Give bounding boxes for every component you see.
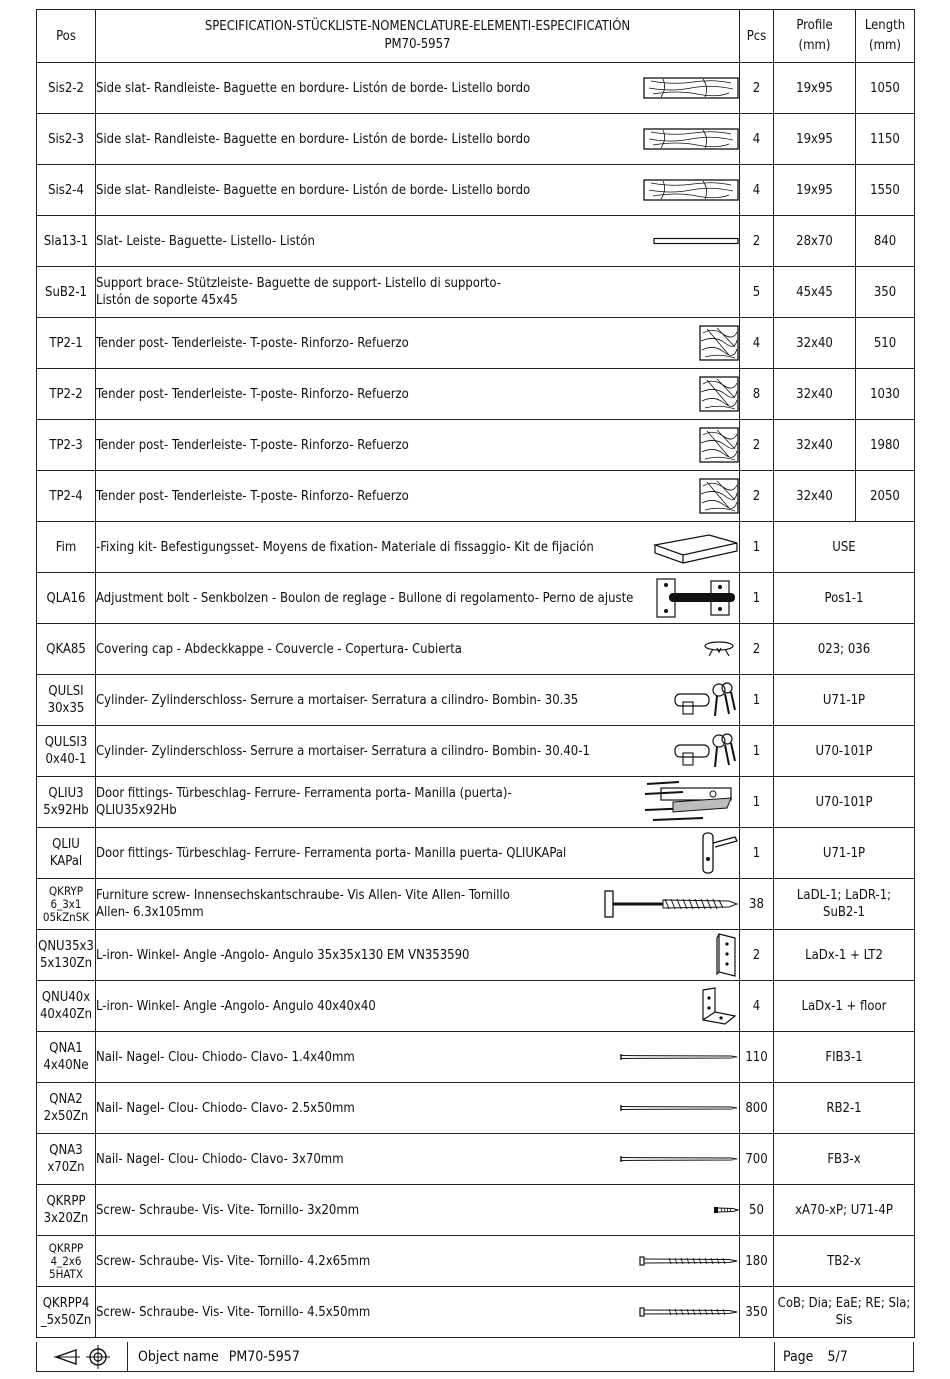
- pcs-cell: 1: [740, 777, 774, 828]
- profile-cell: 32x40: [774, 420, 856, 471]
- document-title: SPECIFICATION-STÜCKLISTE-NOMENCLATURE-ELEMENTI-ESPECIFICATIÓN: [204, 19, 631, 34]
- pos-cell: QLIU3 5x92Hb: [37, 777, 96, 828]
- pos-cell: QNA1 4x40Ne: [37, 1032, 96, 1083]
- description-text: Slat- Leiste- Baguette- Listello- Listón: [96, 233, 315, 249]
- table-row: [37, 930, 915, 981]
- usage-cell: Pos1-1: [774, 573, 915, 624]
- lag-screw-icon: [603, 889, 739, 919]
- table-row: [37, 1185, 915, 1236]
- table-row: [37, 1032, 915, 1083]
- table-row: [37, 267, 915, 318]
- pos-cell: QLA16: [37, 573, 96, 624]
- description-text: Screw- Schraube- Vis- Vite- Tornillo- 4.5x50mm: [96, 1304, 371, 1320]
- projection-symbols: [37, 1342, 128, 1371]
- crosshair-circle-icon: [86, 1345, 110, 1369]
- description-cell: [96, 114, 740, 165]
- description-text: Side slat- Randleiste- Baguette en bordure- Listón de borde- Listello bordo: [96, 182, 531, 198]
- pcs-cell: 4: [740, 981, 774, 1032]
- pos-cell: QULSI 30x35: [37, 675, 96, 726]
- description-text: L-iron- Winkel- Angle -Angolo- Angulo 35x35x130 EM VN353590: [96, 947, 470, 963]
- description-cell: [96, 369, 740, 420]
- usage-cell: 023; 036: [774, 624, 915, 675]
- table-header-row: [37, 10, 915, 63]
- table-row: [37, 573, 915, 624]
- page-number: 5/7: [827, 1348, 848, 1365]
- length-cell: 350: [856, 267, 915, 318]
- usage-cell: FIB3-1: [774, 1032, 915, 1083]
- description-cell: [96, 624, 740, 675]
- profile-header: Profile (mm): [774, 10, 856, 63]
- pcs-cell: 5: [740, 267, 774, 318]
- pos-cell: SuB2-1: [37, 267, 96, 318]
- title-header: [96, 10, 740, 63]
- description-cell: [96, 726, 740, 777]
- description-cell: [96, 828, 740, 879]
- pcs-cell: 180: [740, 1236, 774, 1287]
- description-text: Tender post- Tenderleiste- T-poste- Rinforzo- Refuerzo: [96, 437, 409, 453]
- table-row: [37, 726, 915, 777]
- description-text: Cylinder- Zylinderschloss- Serrure a mortaiser- Serratura a cilindro- Bombin- 30.40-1: [96, 743, 590, 759]
- description-cell: [96, 165, 740, 216]
- description-cell: [96, 930, 740, 981]
- description-text: Furniture screw- Innensechskantschraube- Vis Allen- Vite Allen- Tornillo Allen- 6.3x105mm: [96, 888, 510, 920]
- description-text: -Fixing kit- Befestigungsset- Moyens de fixation- Materiale di fissaggio- Kit de fijación: [96, 539, 594, 555]
- length-cell: 510: [856, 318, 915, 369]
- post-end-icon: [699, 325, 739, 361]
- cylinder-lock-icon: [673, 729, 739, 773]
- length-cell: 1550: [856, 165, 915, 216]
- pos-cell: TP2-3: [37, 420, 96, 471]
- table-row: [37, 828, 915, 879]
- board-icon: [643, 77, 739, 99]
- table-row: [37, 1083, 915, 1134]
- description-cell: [96, 1032, 740, 1083]
- description-cell: [96, 267, 740, 318]
- pcs-cell: 700: [740, 1134, 774, 1185]
- description-cell: [96, 420, 740, 471]
- pos-cell: Fim: [37, 522, 96, 573]
- description-cell: [96, 216, 740, 267]
- table-row: [37, 1287, 915, 1338]
- description-text: Nail- Nagel- Clou- Chiodo- Clavo- 3x70mm: [96, 1151, 344, 1167]
- description-text: Nail- Nagel- Clou- Chiodo- Clavo- 1.4x40mm: [96, 1049, 355, 1065]
- description-text: Door fittings- Türbeschlag- Ferrure- Ferramenta porta- Manilla (puerta)- QLIU35x92Hb: [96, 786, 512, 818]
- table-row: [37, 420, 915, 471]
- nail-icon: [619, 1154, 739, 1164]
- description-cell: [96, 573, 740, 624]
- table-row: [37, 981, 915, 1032]
- description-text: Support brace- Stützleiste- Baguette de support- Listello di supporto- Listón de soporte 45x45: [96, 276, 501, 308]
- description-cell: [96, 471, 740, 522]
- pcs-cell: 1: [740, 675, 774, 726]
- pcs-cell: 38: [740, 879, 774, 930]
- pcs-cell: 2: [740, 471, 774, 522]
- object-name-value: PM70-5957: [228, 1348, 300, 1365]
- table-row: [37, 216, 915, 267]
- post-end-icon: [699, 478, 739, 514]
- door-handle-icon: [699, 831, 739, 875]
- slat-icon: [653, 237, 739, 245]
- pos-cell: QNA3 x70Zn: [37, 1134, 96, 1185]
- usage-cell: U71-1P: [774, 675, 915, 726]
- footer-bar: [36, 1342, 914, 1372]
- pos-cell: QKRPP 3x20Zn: [37, 1185, 96, 1236]
- pos-cell: QNU35x3 5x130Zn: [37, 930, 96, 981]
- description-text: Door fittings- Türbeschlag- Ferrure- Ferramenta porta- Manilla puerta- QLIUKAPal: [96, 845, 567, 861]
- pos-cell: QKRYP 6_3x1 05kZnSK: [37, 879, 96, 930]
- pcs-cell: 4: [740, 114, 774, 165]
- description-text: Screw- Schraube- Vis- Vite- Tornillo- 4.2x65mm: [96, 1253, 371, 1269]
- length-cell: 840: [856, 216, 915, 267]
- description-text: Side slat- Randleiste- Baguette en bordure- Listón de borde- Listello bordo: [96, 131, 531, 147]
- profile-cell: 28x70: [774, 216, 856, 267]
- pos-cell: Sis2-2: [37, 63, 96, 114]
- pcs-cell: 2: [740, 63, 774, 114]
- pos-cell: Sis2-4: [37, 165, 96, 216]
- length-cell: 1150: [856, 114, 915, 165]
- pcs-cell: 2: [740, 216, 774, 267]
- post-end-icon: [699, 376, 739, 412]
- description-cell: [96, 1083, 740, 1134]
- table-row: [37, 63, 915, 114]
- description-cell: [96, 522, 740, 573]
- pcs-cell: 1: [740, 573, 774, 624]
- profile-cell: 32x40: [774, 471, 856, 522]
- table-row: [37, 522, 915, 573]
- pcs-cell: 50: [740, 1185, 774, 1236]
- pos-cell: QLIU KAPal: [37, 828, 96, 879]
- description-cell: [96, 675, 740, 726]
- box-icon: [653, 529, 739, 565]
- description-cell: [96, 981, 740, 1032]
- profile-cell: 19x95: [774, 165, 856, 216]
- pcs-cell: 2: [740, 930, 774, 981]
- table-row: [37, 165, 915, 216]
- usage-cell: xA70-xP; U71-4P: [774, 1185, 915, 1236]
- usage-cell: LaDx-1 + floor: [774, 981, 915, 1032]
- board-icon: [643, 179, 739, 201]
- usage-cell: USE: [774, 522, 915, 573]
- document-code: PM70-5957: [384, 37, 451, 52]
- table-row: [37, 879, 915, 930]
- pos-cell: TP2-4: [37, 471, 96, 522]
- pos-cell: QKRPP 4_2x6 5HATX: [37, 1236, 96, 1287]
- description-text: Adjustment bolt - Senkbolzen - Boulon de reglage - Bullone di regolamento- Perno de ajuste: [96, 590, 634, 606]
- pos-cell: QULSI3 0x40-1: [37, 726, 96, 777]
- description-text: Cylinder- Zylinderschloss- Serrure a mortaiser- Serratura a cilindro- Bombin- 30.35: [96, 692, 579, 708]
- pcs-header: Pcs: [740, 10, 774, 63]
- post-end-icon: [699, 427, 739, 463]
- pos-header: Pos: [37, 10, 96, 63]
- length-header: Length (mm): [856, 10, 915, 63]
- description-cell: [96, 1236, 740, 1287]
- table-row: [37, 369, 915, 420]
- usage-cell: U71-1P: [774, 828, 915, 879]
- pos-cell: QKRPP4 _5x50Zn: [37, 1287, 96, 1338]
- description-text: L-iron- Winkel- Angle -Angolo- Angulo 40x40x40: [96, 998, 376, 1014]
- table-row: [37, 624, 915, 675]
- nail-icon: [619, 1052, 739, 1062]
- profile-cell: 19x95: [774, 63, 856, 114]
- description-text: Covering cap - Abdeckkappe - Couvercle - Copertura- Cubierta: [96, 641, 462, 657]
- table-row: [37, 777, 915, 828]
- cylinder-lock-icon: [673, 678, 739, 722]
- usage-cell: RB2-1: [774, 1083, 915, 1134]
- profile-cell: 45x45: [774, 267, 856, 318]
- profile-cell: 32x40: [774, 318, 856, 369]
- profile-cell: 32x40: [774, 369, 856, 420]
- object-name-cell: [128, 1342, 775, 1371]
- usage-cell: CoB; Dia; EaE; RE; Sla; Sis: [774, 1287, 915, 1338]
- page-label: Page: [783, 1348, 814, 1365]
- length-cell: 2050: [856, 471, 915, 522]
- usage-cell: LaDx-1 + LT2: [774, 930, 915, 981]
- length-cell: 1050: [856, 63, 915, 114]
- screw-icon: [639, 1255, 739, 1267]
- pos-cell: Sis2-3: [37, 114, 96, 165]
- table-row: [37, 471, 915, 522]
- door-lock-set-icon: [643, 778, 739, 826]
- pcs-cell: 8: [740, 369, 774, 420]
- pcs-cell: 4: [740, 165, 774, 216]
- description-text: Tender post- Tenderleiste- T-poste- Rinforzo- Refuerzo: [96, 335, 409, 351]
- nail-icon: [619, 1103, 739, 1113]
- description-text: Nail- Nagel- Clou- Chiodo- Clavo- 2.5x50mm: [96, 1100, 355, 1116]
- length-cell: 1980: [856, 420, 915, 471]
- length-cell: 1030: [856, 369, 915, 420]
- description-text: Side slat- Randleiste- Baguette en bordure- Listón de borde- Listello bordo: [96, 80, 531, 96]
- table-row: [37, 318, 915, 369]
- description-cell: [96, 879, 740, 930]
- table-row: [37, 114, 915, 165]
- board-icon: [643, 128, 739, 150]
- pcs-cell: 2: [740, 624, 774, 675]
- description-cell: [96, 1134, 740, 1185]
- screw-icon: [639, 1306, 739, 1318]
- angle-bracket-long-icon: [715, 932, 739, 978]
- usage-cell: U70-101P: [774, 777, 915, 828]
- usage-cell: LaDL-1; LaDR-1; SuB2-1: [774, 879, 915, 930]
- description-text: Tender post- Tenderleiste- T-poste- Rinforzo- Refuerzo: [96, 386, 409, 402]
- pcs-cell: 350: [740, 1287, 774, 1338]
- usage-cell: U70-101P: [774, 726, 915, 777]
- pos-cell: QNU40x 40x40Zn: [37, 981, 96, 1032]
- pcs-cell: 800: [740, 1083, 774, 1134]
- description-text: Screw- Schraube- Vis- Vite- Tornillo- 3x20mm: [96, 1202, 360, 1218]
- pcs-cell: 1: [740, 726, 774, 777]
- description-cell: [96, 777, 740, 828]
- angle-bracket-icon: [699, 986, 739, 1026]
- table-row: [37, 1236, 915, 1287]
- cap-icon: [703, 640, 739, 658]
- description-cell: [96, 318, 740, 369]
- pcs-cell: 2: [740, 420, 774, 471]
- description-cell: [96, 1287, 740, 1338]
- pos-cell: QKA85: [37, 624, 96, 675]
- usage-cell: FB3-x: [774, 1134, 915, 1185]
- pcs-cell: 1: [740, 522, 774, 573]
- specification-table: [36, 9, 915, 1338]
- object-name-label: Object name: [138, 1348, 219, 1365]
- description-text: Tender post- Tenderleiste- T-poste- Rinforzo- Refuerzo: [96, 488, 409, 504]
- short-screw-icon: [713, 1205, 739, 1215]
- pos-cell: TP2-2: [37, 369, 96, 420]
- usage-cell: TB2-x: [774, 1236, 915, 1287]
- pos-cell: TP2-1: [37, 318, 96, 369]
- table-row: [37, 1134, 915, 1185]
- bolt-icon: [655, 575, 739, 621]
- pcs-cell: 4: [740, 318, 774, 369]
- pos-cell: QNA2 2x50Zn: [37, 1083, 96, 1134]
- projection-cone-icon: [54, 1348, 80, 1366]
- pcs-cell: 1: [740, 828, 774, 879]
- description-cell: [96, 1185, 740, 1236]
- description-cell: [96, 63, 740, 114]
- table-row: [37, 675, 915, 726]
- page-cell: [775, 1342, 913, 1371]
- pos-cell: Sla13-1: [37, 216, 96, 267]
- pcs-cell: 110: [740, 1032, 774, 1083]
- profile-cell: 19x95: [774, 114, 856, 165]
